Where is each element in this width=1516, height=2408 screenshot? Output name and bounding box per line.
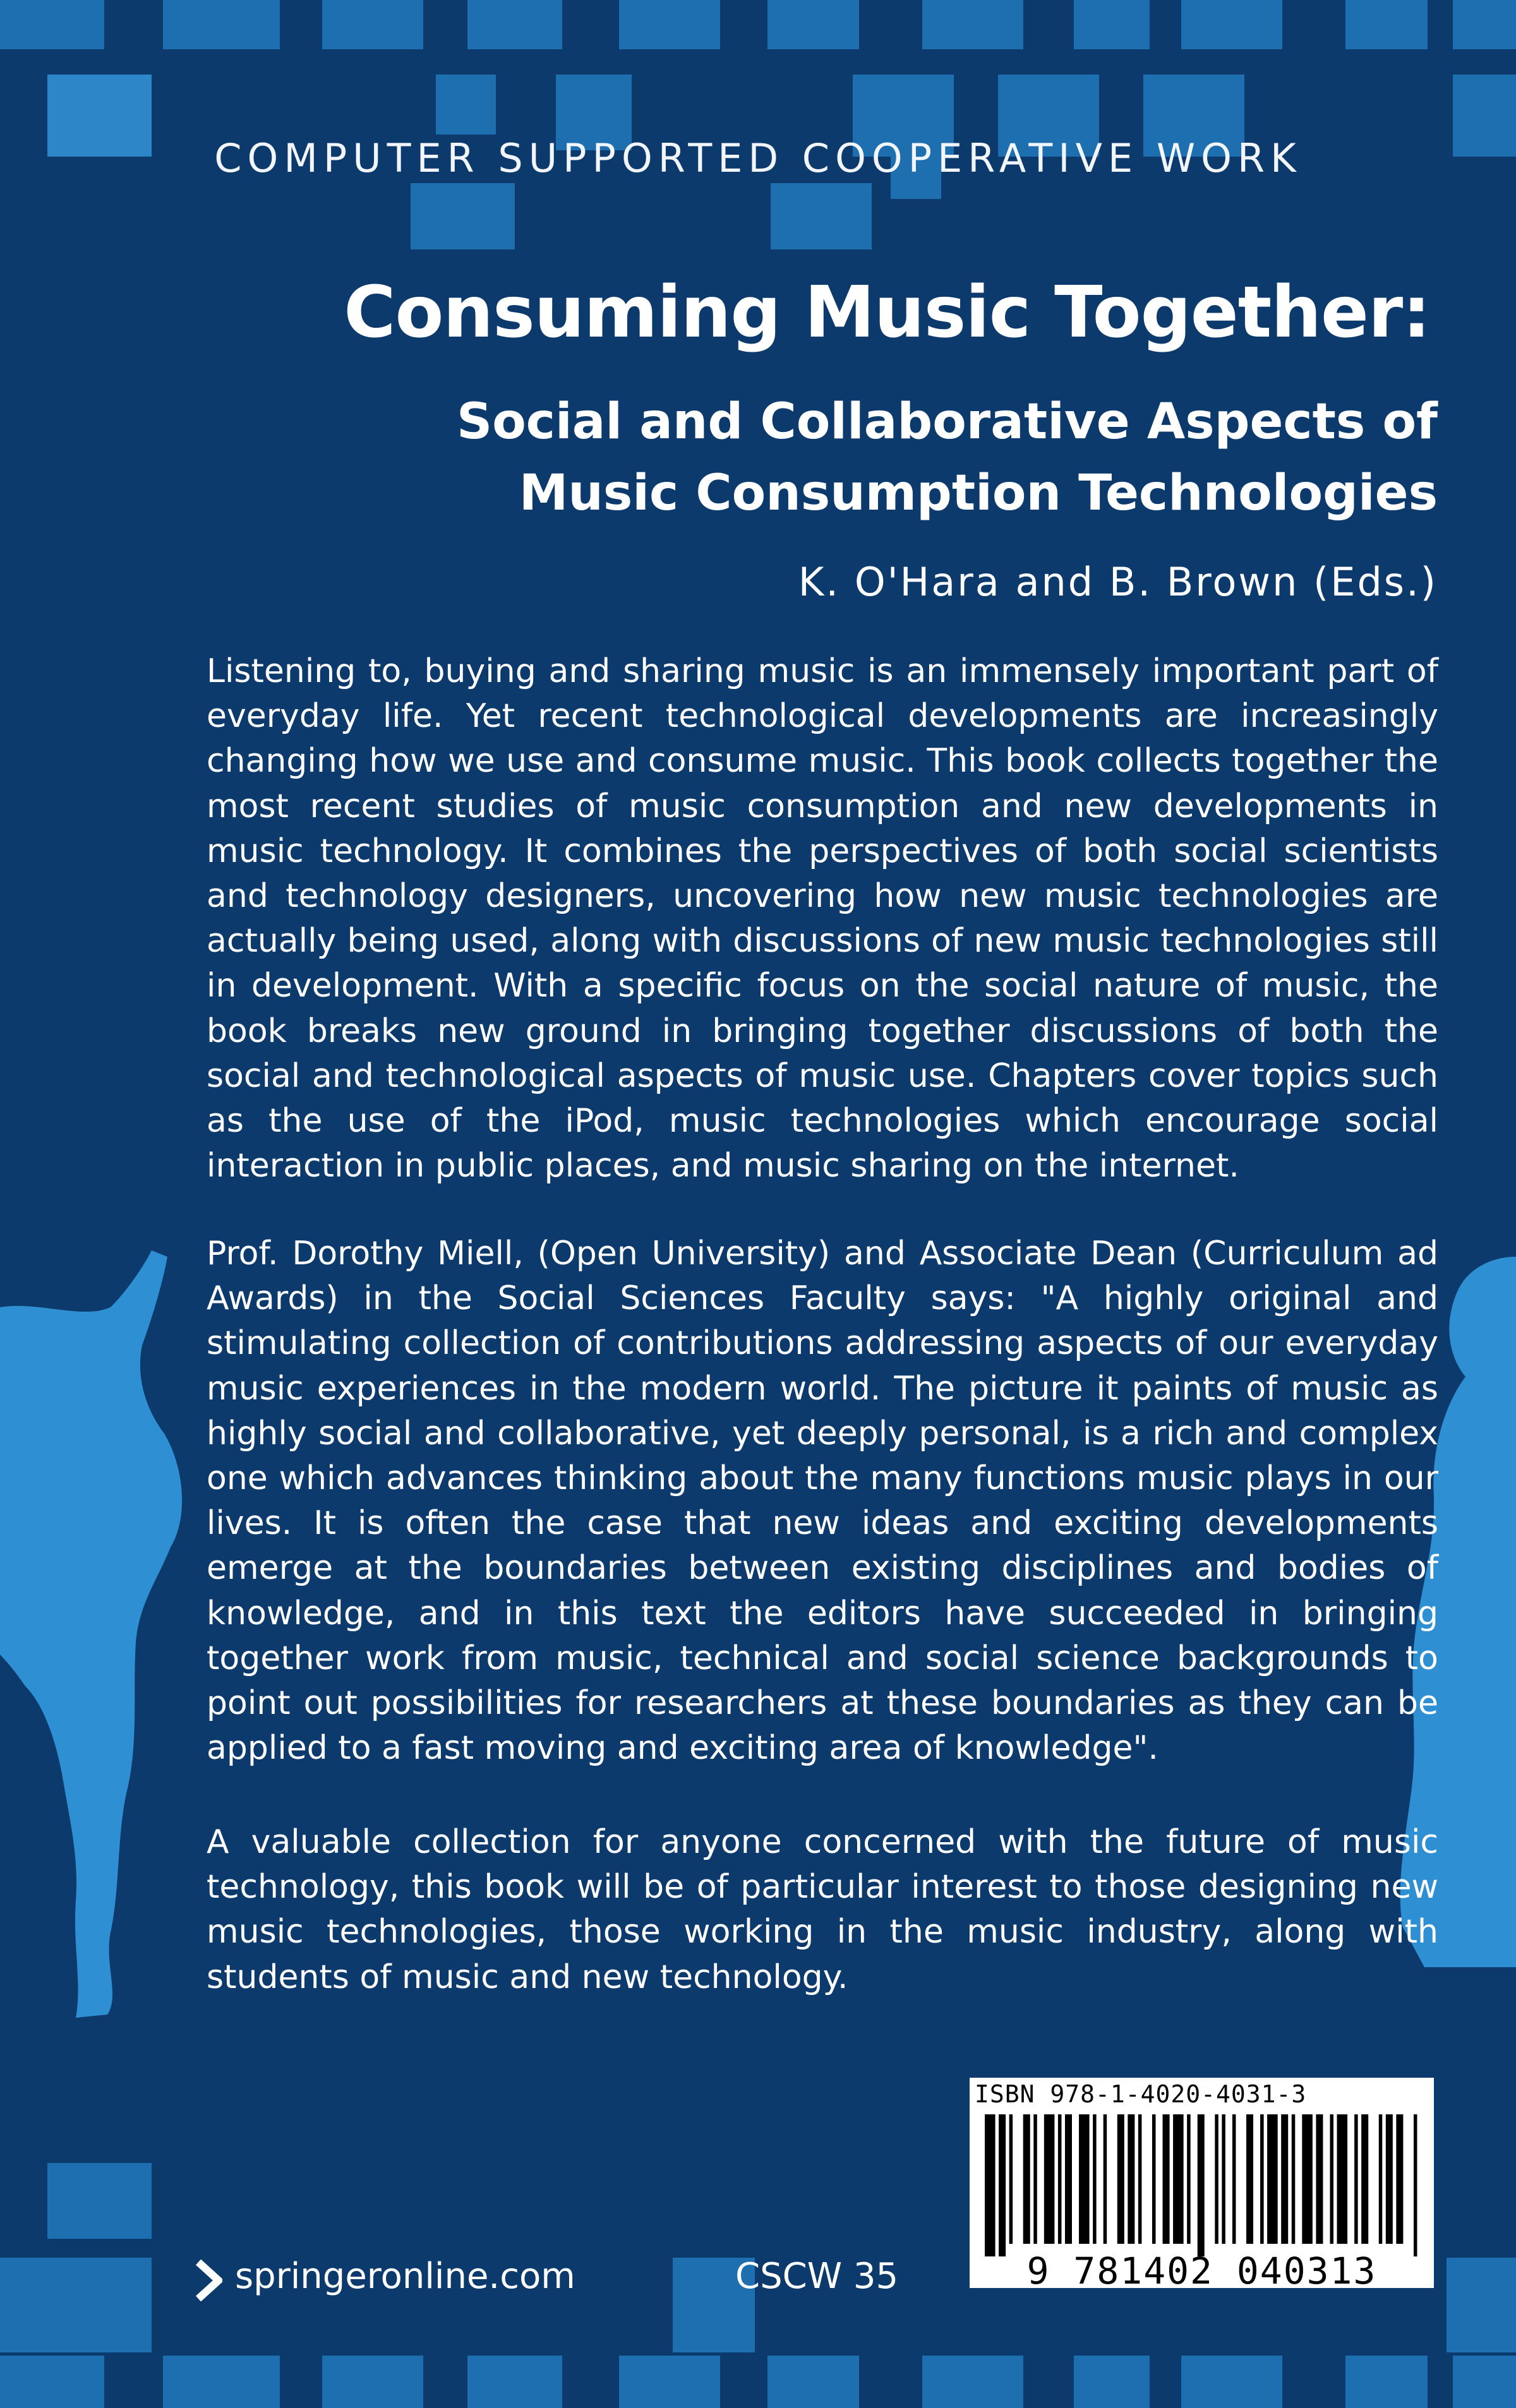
barcode-bar xyxy=(1033,2114,1037,2244)
book-title: Consuming Music Together: xyxy=(344,272,1430,354)
barcode-bar xyxy=(1379,2114,1383,2244)
barcode-bar xyxy=(1152,2114,1156,2244)
barcode-bar xyxy=(1079,2114,1090,2244)
barcode-bar xyxy=(1215,2114,1218,2244)
barcode-bar xyxy=(1414,2114,1417,2256)
endorsement-quote: Prof. Dorothy Miell, (Open University) and Associate Dean (Curriculum ad Awards) in the Social Sciences Faculty says: "A highly original and stimulating collection of contributions addressing aspects of our everyday music experiences in the modern world. The picture it paints of music as highly social and collaborative, yet deeply personal, is a rich and complex one which advances thinking about the many functions music plays in our lives. It is often the case that new ideas and exciting developments emerge at the boundaries between existing disciplines and bodies of knowledge, and in this text the editors have succeeded in bringing together work from music, technical and social science backgrounds to point out possibilities for researchers at these boundaries as they can be applied to a fast moving and exciting area of knowledge". xyxy=(207,1235,1438,1768)
barcode-bar xyxy=(985,2114,996,2256)
barcode-bar xyxy=(1198,2114,1205,2256)
barcode-bar xyxy=(1260,2114,1264,2244)
ean-digits: 9 781402 040313 xyxy=(1026,2249,1377,2292)
barcode-bar xyxy=(1104,2114,1107,2244)
chevron-right-icon xyxy=(195,2260,222,2301)
barcode-bar xyxy=(1222,2114,1225,2244)
barcode-bar xyxy=(1302,2114,1313,2244)
barcode-bar xyxy=(1361,2114,1368,2244)
book-subtitle xyxy=(457,386,1438,529)
barcode-bar xyxy=(1386,2114,1393,2244)
subtitle-line: Social and Collaborative Aspects of xyxy=(457,393,1438,450)
barcode-bar xyxy=(1246,2114,1253,2244)
barcode-bar xyxy=(999,2114,1006,2256)
barcode xyxy=(970,2078,1434,2292)
barcode-bar xyxy=(1093,2114,1097,2244)
publisher-website[interactable]: springeronline.com xyxy=(235,2256,575,2297)
editors: K. O'Hara and B. Brown (Eds.) xyxy=(798,559,1438,605)
description-paragraph: A valuable collection for anyone concerned with the future of music technology, this book will be of particular interest to those designing new music technologies, those working in the music industry, along with students of music and new technology. xyxy=(207,1823,1438,1996)
barcode-bar xyxy=(1187,2114,1191,2244)
barcode-bar xyxy=(1009,2114,1013,2244)
barcode-bar xyxy=(1281,2114,1288,2244)
barcode-bar xyxy=(1354,2114,1358,2244)
barcode-bars xyxy=(985,2114,1421,2256)
subtitle-line: Music Consumption Technologies xyxy=(519,465,1438,522)
barcode-bar xyxy=(1163,2114,1170,2244)
barcode-bar xyxy=(1058,2114,1062,2244)
series-number: CSCW 35 xyxy=(735,2256,899,2297)
barcode-bar xyxy=(1173,2114,1184,2244)
barcode-bar xyxy=(1267,2114,1278,2244)
barcode-bar xyxy=(1396,2114,1403,2244)
barcode-bar xyxy=(1117,2114,1124,2244)
barcode-bar xyxy=(1065,2114,1072,2244)
barcode-bar xyxy=(1138,2114,1142,2244)
isbn-number: ISBN 978-1-4020-4031-3 xyxy=(975,2080,1307,2108)
barcode-bar xyxy=(1316,2114,1323,2244)
description-paragraph: Listening to, buying and sharing music is an immensely important part of everyday life. Yet recent technological developments are increasingly changing how we use and consume music. This book collects together the most recent studies of music consumption and new developments in music technology. It combines the perspectives of both social scientists and technology designers, uncovering how new music technologies are actually being used, along with discussions of new music technologies still in development. With a specific focus on the social nature of music, the book breaks new ground in bringing together discussions of both the social and technological aspects of music use. Chapters cover topics such as the use of the iPod, music technologies which encourage social interaction in public places, and music sharing on the internet. xyxy=(207,652,1438,1185)
barcode-bar xyxy=(1044,2114,1055,2244)
barcode-bar xyxy=(1128,2114,1134,2244)
barcode-bar xyxy=(1232,2114,1236,2244)
series-name: COMPUTER SUPPORTED COOPERATIVE WORK xyxy=(214,135,1302,181)
barcode-bar xyxy=(1023,2114,1030,2244)
barcode-bar xyxy=(1330,2114,1333,2244)
barcode-bar xyxy=(1292,2114,1296,2244)
barcode-bar xyxy=(1337,2114,1348,2244)
dancer-silhouette-left xyxy=(0,1250,208,2027)
